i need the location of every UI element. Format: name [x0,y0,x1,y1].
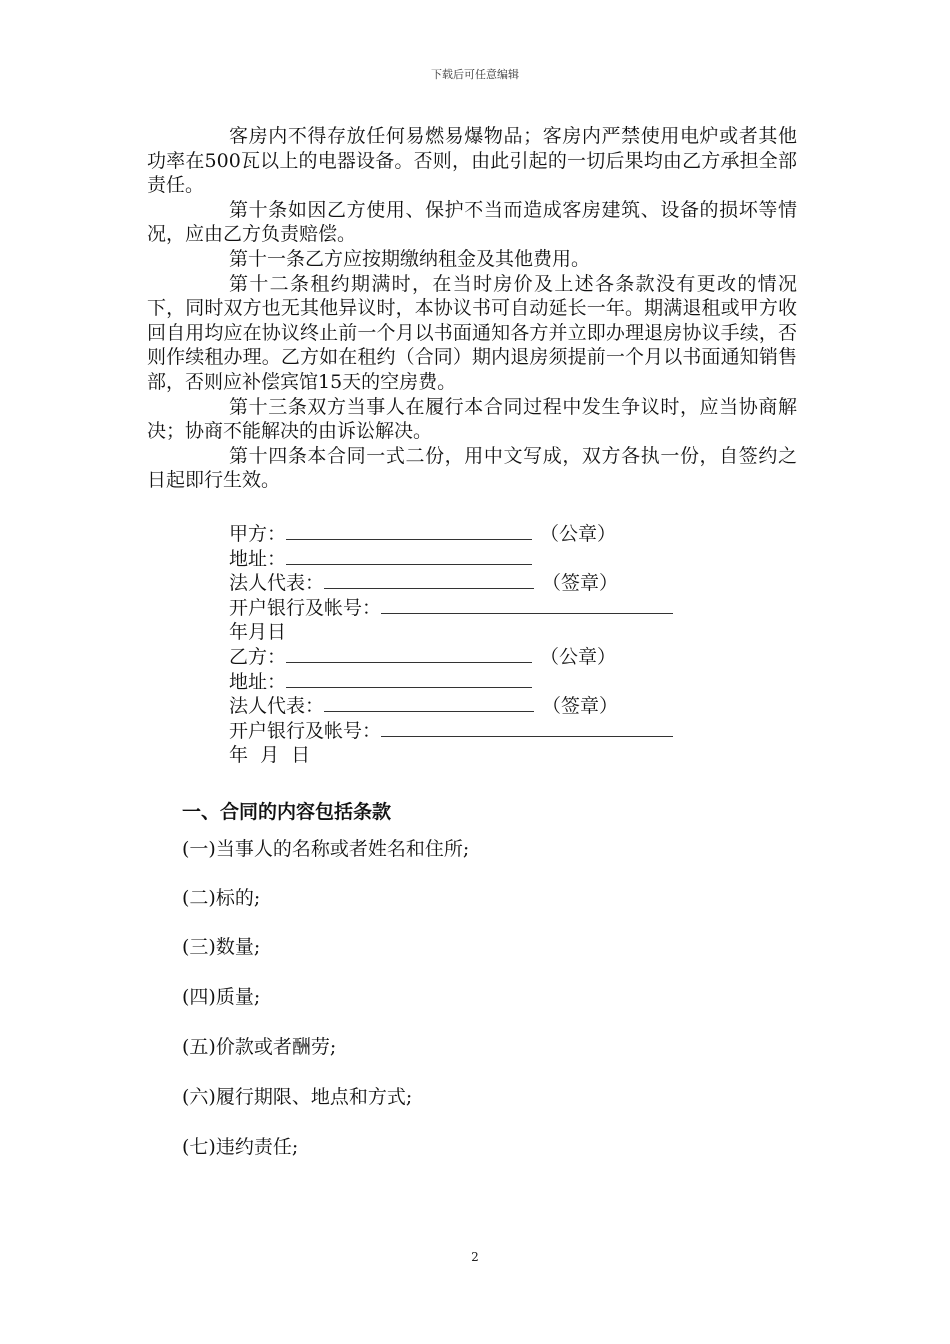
field-label: 地址： [229,547,287,570]
party-b-rep-line[interactable] [324,695,534,712]
field-label: 开户银行及帐号： [229,719,382,742]
contract-body [147,124,797,493]
list-item: (七)违约责任; [182,1136,299,1158]
party-a-name-field [229,522,673,547]
list-item: (五)价款或者酬劳; [182,1036,337,1058]
party-b-bank-field [229,719,673,744]
paragraph: 第十四条本合同一式二份，用中文写成，双方各执一份，自签约之日起即行生效。 [147,444,797,492]
page-number: 2 [471,1250,479,1264]
party-a-name-line[interactable] [286,523,532,540]
paragraph: 客房内不得存放任何易燃易爆物品；客房内严禁使用电炉或者其他功率在500瓦以上的电器设备。否则，由此引起的一切后果均由乙方承担全部责任。 [147,125,797,197]
party-a-rep-field [229,571,673,596]
paragraph: 第十三条双方当事人在履行本合同过程中发生争议时，应当协商解决；协商不能解决的由诉讼解决。 [147,395,797,443]
field-label: 法人代表： [229,695,325,718]
seal-note: （公章） [540,523,617,545]
party-a-bank-line[interactable] [381,597,673,614]
party-a-address-line[interactable] [286,548,532,565]
paragraph: 第十一条乙方应按期缴纳租金及其他费用。 [229,247,591,270]
page-header: 下载后可任意编辑 [431,68,519,81]
party-a-rep-line[interactable] [324,572,534,589]
party-b-name-field [229,645,673,670]
field-label: 地址： [229,670,287,693]
list-item: (六)履行期限、地点和方式; [182,1086,413,1108]
field-label: 法人代表： [229,572,325,595]
field-label: 乙方： [229,645,287,668]
party-b-rep-field [229,694,673,719]
party-b-address-line[interactable] [286,671,532,688]
list-item: (三)数量; [182,936,261,958]
party-b-address-field [229,670,673,695]
party-a-bank-field [229,596,673,621]
seal-note: （公章） [540,645,617,668]
list-item: (四)质量; [182,986,261,1008]
field-label: 开户银行及帐号： [229,596,382,619]
signature-block [229,522,673,768]
paragraph: 第十条如因乙方使用、保护不当而造成客房建筑、设备的损坏等情况，应由乙方负责赔偿。 [147,198,797,246]
sign-note: （签章） [542,572,619,595]
party-a-address-field [229,547,673,572]
list-item: (二)标的; [182,887,261,909]
party-a-date: 年月日 [229,621,287,644]
section-title: 一、合同的内容包括条款 [182,801,392,823]
paragraph: 第十二条租约期满时，在当时房价及上述各条款没有更改的情况下，同时双方也无其他异议时，本协议书可自动延长一年。期满退租或甲方收回自用均应在协议终止前一个月以书面通知各方并立即办理退房协议手续，否则作续租办理。乙方如在租约（合同）期内退房须提前一个月以书面通知销售部，否则应补偿宾馆15天的空房费。 [147,272,797,393]
field-label: 甲方： [229,523,287,545]
party-b-date: 年 月 日 [229,744,311,767]
list-item: (一)当事人的名称或者姓名和住所; [182,838,470,860]
party-b-name-line[interactable] [286,646,532,663]
sign-note: （签章） [542,695,619,718]
party-b-bank-line[interactable] [381,720,673,737]
